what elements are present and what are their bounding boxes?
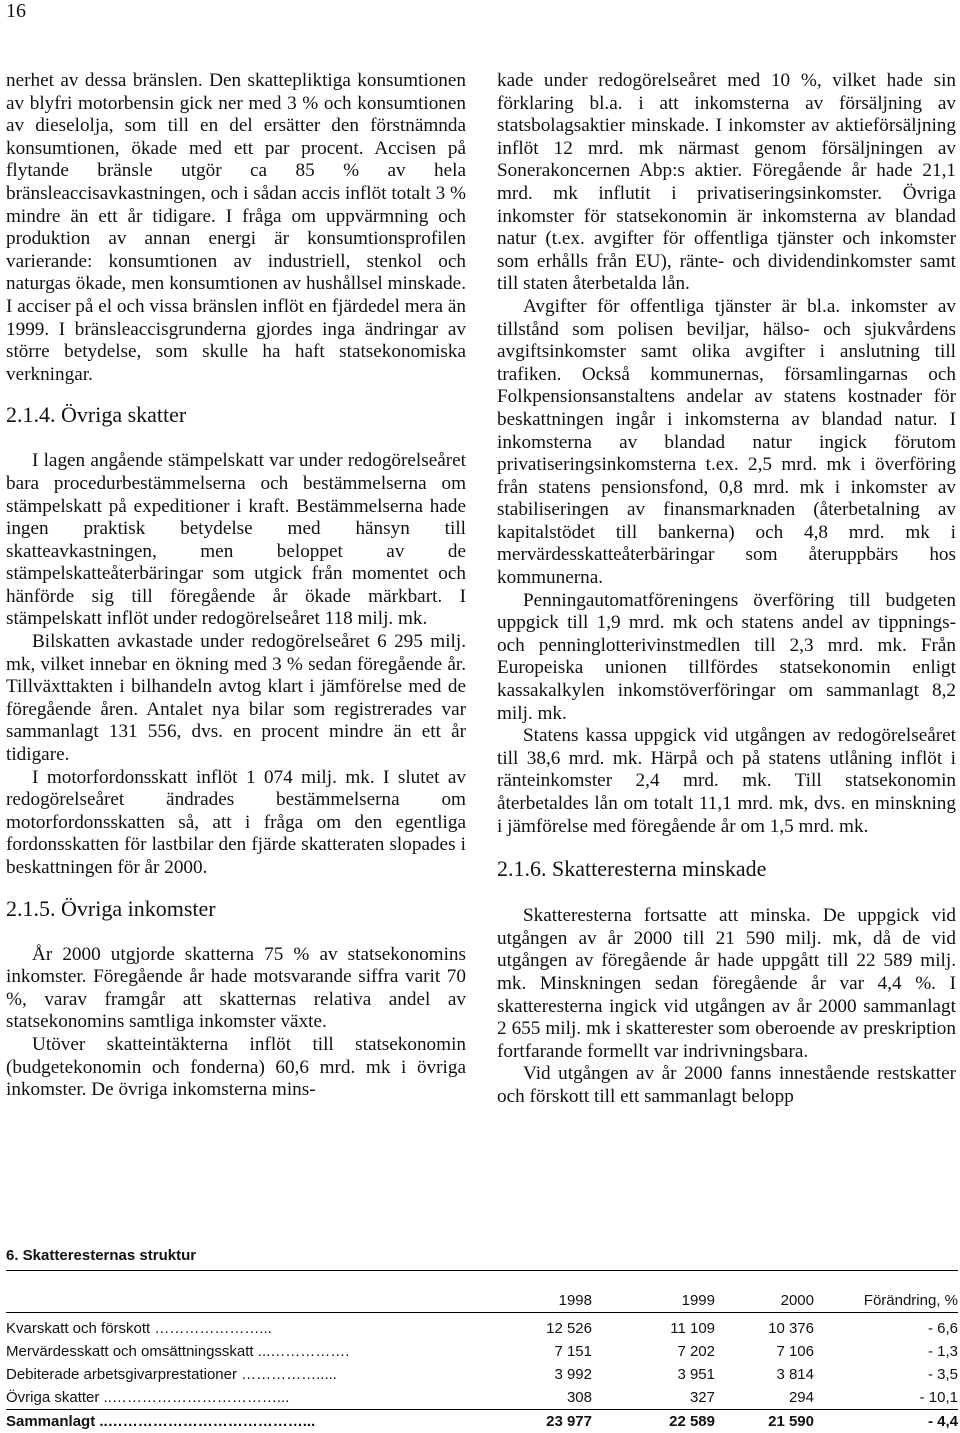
paragraph: Penningautomatföreningens överföring till budgeten uppgick till 1,9 mrd. mk och statens andel av tippnings- och penninglotterivinstmedlen till 2,3 mrd. mk. Från Europeiska unionen tillfördes statsekonomin enligt kassakalkylen inkomstöverföringar om sammanlagt 8,2 milj. mk. [497,590,956,726]
section-heading-2-1-5: 2.1.5. Övriga inkomster [6,896,466,922]
cell-1998: 3 992 [506,1363,592,1386]
total-change: - 4,4 [814,1410,958,1433]
column-header-label [6,1289,506,1313]
column-header-2000: 2000 [715,1289,814,1313]
total-2000: 21 590 [715,1410,814,1433]
table-row [6,1363,958,1386]
row-label: Debiterade arbetsgivarprestationer ……………..... [6,1363,506,1386]
table-row [6,1340,958,1363]
paragraph: Bilskatten avkastade under redogörelseåret 6 295 milj. mk, vilket innebar en ökning med 3 % sedan föregående år. Tillväxttakten i bilhandeln avtog klart i jämförelse med de föregående åren. Antalet nya bilar som registrerades var sammanlagt 131 556, dvs. en procent mindre än ett år tidigare. [6,631,466,767]
right-column [497,70,956,1109]
section-heading-2-1-4: 2.1.4. Övriga skatter [6,402,466,428]
cell-1999: 11 109 [592,1317,715,1340]
row-label: Kvarskatt och förskott …………………... [6,1317,506,1340]
paragraph: År 2000 utgjorde skatterna 75 % av statsekonomins inkomster. Föregående år hade motsvarande siffra varit 70 %, varav framgår att skatternas relativa andel av statsekonomins samtliga inkomster växte. [6,944,466,1034]
cell-1998: 7 151 [506,1340,592,1363]
cell-2000: 7 106 [715,1340,814,1363]
cell-change: - 10,1 [814,1386,958,1410]
column-header-change: Förändring, % [814,1289,958,1313]
table-top-rule [6,1270,958,1271]
paragraph: kade under redogörelseåret med 10 %, vilket hade sin förklaring bl.a. i att inkomsterna av försäljning av statsbolagsaktier minskade. I inkomster av aktieförsäljning inflöt 12 mrd. mk närmast genom försäljningen av Sonerakoncernen Abp:s aktier. Föregående år hade 21,1 mrd. mk influtit i privatiseringsinkomster. Övriga inkomster för statsekonomin är inkomsterna av blandad natur (t.ex. avgifter för offentliga tjänster och inkomster som erhålls från EU), ränte- och dividendinkomster samt till staten återbetalda lån. [497,70,956,296]
total-1999: 22 589 [592,1410,715,1433]
table-total-row [6,1410,958,1433]
table-title: 6. Skatteresternas struktur [6,1246,958,1266]
paragraph: nerhet av dessa bränslen. Den skattepliktiga konsumtionen av blyfri motorbensin gick ner med 3 % och konsumtionen av dieselolja, som till en del ersätter den förstnämnda konsumtionen, ökade med ett par procent. Accisen på flytande bränsle utgör ca 85 % av hela bränsleaccisavkastningen, och i sådan accis inflöt totalt 3 % mindre än ett år tidigare. I fråga om uppvärmning och produktion av annan energi är konsumtionsprofilen varierande: konsumtionen av industriell, stenkol och naturgas ökade, men konsumtionen av hushållsel minskade. I acciser på el och vissa bränslen inflöt en fjärdedel mera än 1999. I bränsleaccisgrunderna gjordes inga ändringar av större betydelse, som skulle ha haft statsekonomiska verkningar. [6,70,466,386]
table-row [6,1386,958,1410]
page-number: 16 [6,0,26,23]
cell-1999: 7 202 [592,1340,715,1363]
paragraph: Statens kassa uppgick vid utgången av redogörelseåret till 38,6 mrd. mk. Härpå och på statens utlåning inflöt i ränteinkomster 2,4 mrd. mk. Till statsekonomin återbetaldes lån om totalt 11,1 mrd. mk, dvs. en minskning i jämförelse med föregående år om 1,5 mrd. mk. [497,725,956,838]
paragraph: I lagen angående stämpelskatt var under redogörelseåret bara procedurbestämmelserna och bestämmelserna om stämpelskatt på expeditioner i kraft. Bestämmelserna hade ingen praktisk betydelse med hänsyn till skatteavkastningen, men beloppet av de stämpelskatteåterbäringar som utgick från momentet och hänförde sig till föregående år ökade märkbart. I stämpelskatt inflöt under redogörelseåret 118 milj. mk. [6,450,466,631]
cell-change: - 3,5 [814,1363,958,1386]
cell-2000: 294 [715,1386,814,1410]
cell-1999: 327 [592,1386,715,1410]
tax-arrears-table [6,1289,958,1433]
cell-2000: 3 814 [715,1363,814,1386]
table-header-row [6,1289,958,1313]
paragraph: Vid utgången av år 2000 fanns innestående restskatter och förskott till ett sammanlagt belopp [497,1063,956,1108]
cell-1999: 3 951 [592,1363,715,1386]
total-label: Sammanlagt ..…………………………………... [6,1410,506,1433]
section-heading-2-1-6: 2.1.6. Skatteresterna minskade [497,856,956,882]
row-label: Mervärdesskatt och omsättningsskatt ...……………. [6,1340,506,1363]
cell-change: - 6,6 [814,1317,958,1340]
table-row [6,1317,958,1340]
total-1998: 23 977 [506,1410,592,1433]
paragraph: Utöver skatteintäkterna inflöt till statsekonomin (budgetekonomin och fonderna) 60,6 mrd. mk i övriga inkomster. De övriga inkomsterna mins- [6,1034,466,1102]
cell-2000: 10 376 [715,1317,814,1340]
paragraph: Skatteresterna fortsatte att minska. De uppgick vid utgången av år 2000 till 21 590 milj. mk, då de vid utgången av föregående år hade uppgått till 22 589 milj. mk. Minskningen sedan föregående år var 4,4 %. I skatteresterna ingick vid utgången av år 2000 sammanlagt 2 655 milj. mk i skatterester som oberoende av preskription fortfarande formellt var indrivningsbara. [497,905,956,1063]
table-section [6,1246,958,1433]
paragraph: Avgifter för offentliga tjänster är bl.a. inkomster av tillstånd som polisen beviljar, hälso- och sjukvårdens avgiftsinkomster samt olika avgifter i anslutning till trafiken. Också kommunernas, församlingarnas och Folkpensionsanstaltens andelar av statens kostnader för beskattningen ingår i inkomsterna av blandad natur. I inkomsterna av blandad natur ingick förutom privatiseringsinkomsterna t.ex. 2,5 mrd. mk i överföring från statens pensionsfond, 0,8 mrd. mk i inkomster av stabiliseringen av finansmarknaden (återbetalning av kapitalstödet till bankerna) och 4,8 mrd. mk i mervärdesskatteåterbäringar som återuppbärs hos kommunerna. [497,296,956,590]
cell-1998: 308 [506,1386,592,1410]
cell-1998: 12 526 [506,1317,592,1340]
column-header-1999: 1999 [592,1289,715,1313]
column-header-1998: 1998 [506,1289,592,1313]
cell-change: - 1,3 [814,1340,958,1363]
paragraph: I motorfordonsskatt inflöt 1 074 milj. mk. I slutet av redogörelseåret ändrades bestämmelserna om motorfordonsskatten så, att i fråga om den egentliga fordonsskatten för lastbilar den fjärde skatteraten slopades i beskattningen för år 2000. [6,767,466,880]
left-column [6,70,466,1102]
row-label: Övriga skatter ..……………………………... [6,1386,506,1410]
